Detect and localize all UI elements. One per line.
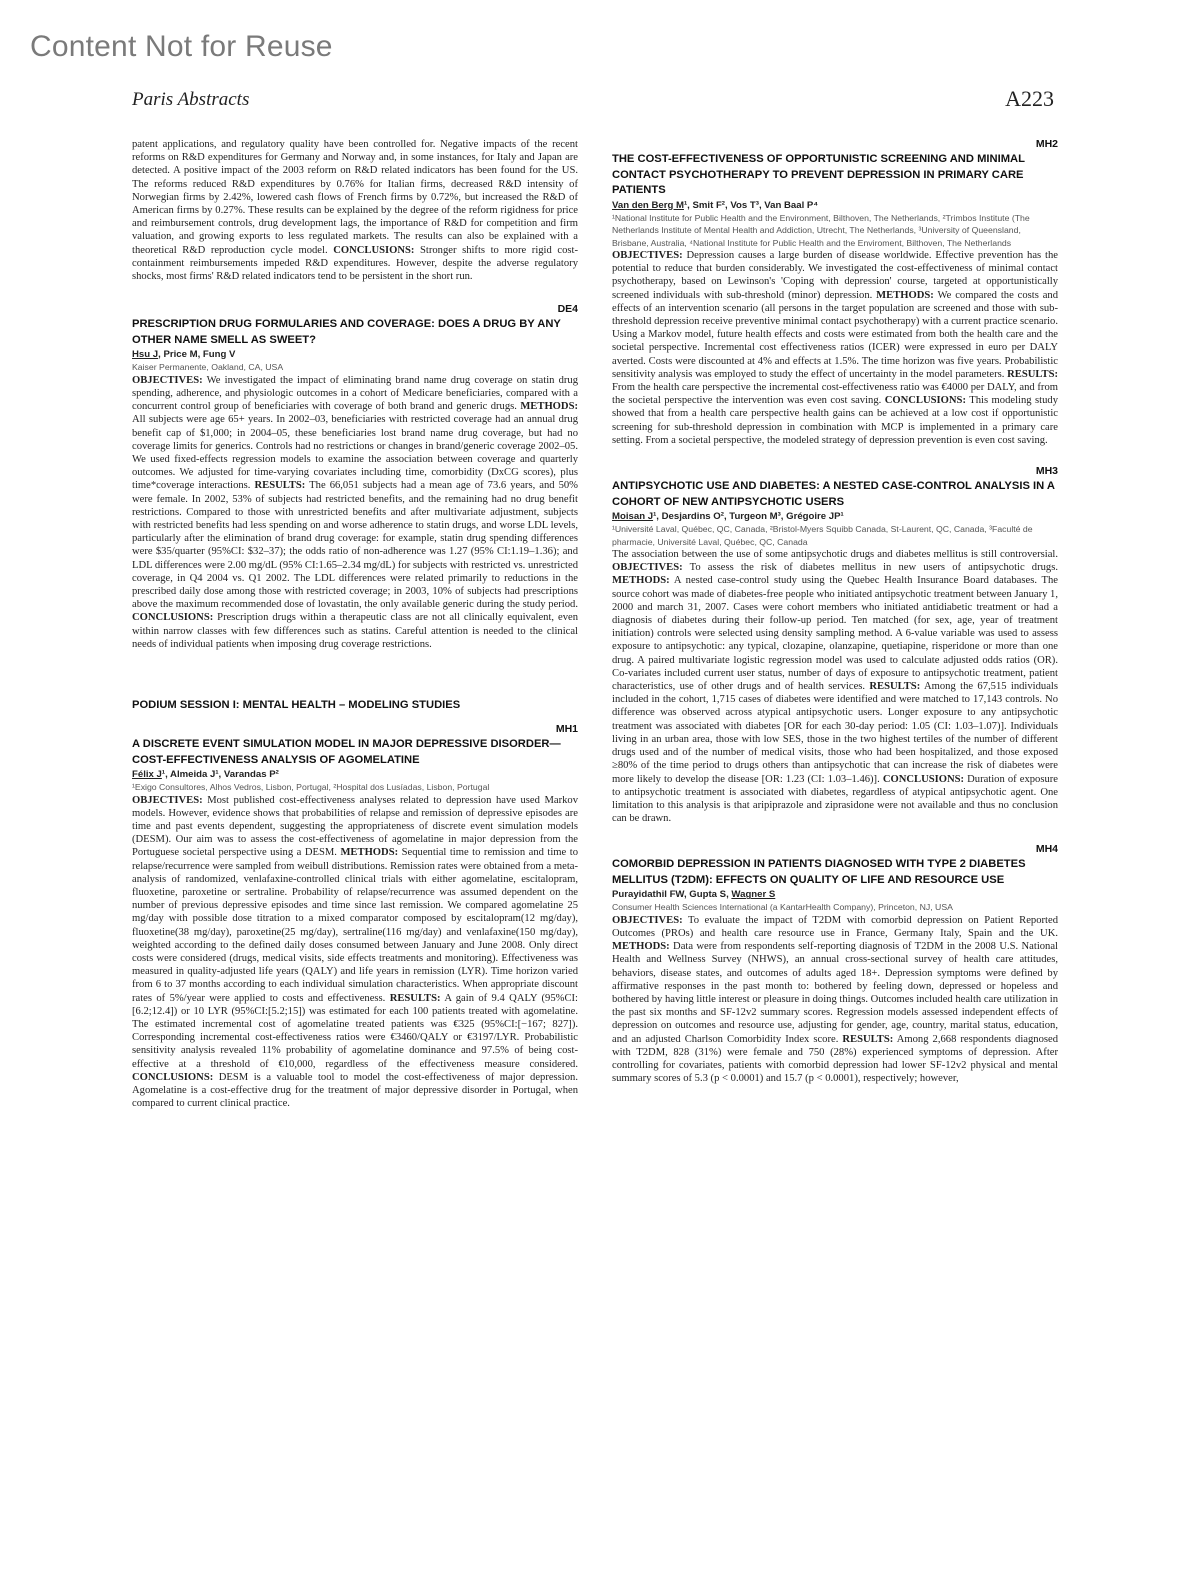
continuation-text: patent applications, and regulatory quality have been controlled for. Negative impacts of the recent reforms on R&D expenditures for Germany and Norway and, in some instances, for Italy and Japan are detected. A positive impact of the 2003 reform on R&D related indicators has been found for the US. The reforms reduced R&D expenditures by 0.76% for Italian firms, decreased R&D intensity of Norwegian firms by 2.42%, lowered cash flows of French firms by 0.72%, but increased the R&D of American firms by 0.27%. These results can be explained by the degree of the reform rigidness for price and reimbursement controls, drug development lags, the importance of R&D for competition and firm valuation, and growing exports to less regulated markets. The results can also be explained with a theoretical R&D reproduction cycle model. CONCLUSIONS: Stronger shifts to more rigid cost-containment reimbursements impeded R&D expenditures. However, despite the adverse regulatory shocks, most firms' R&D related indicators tend to be persistent in the short run. xyxy=(132,139,578,283)
abstract-title-mh2: THE COST-EFFECTIVENESS OF OPPORTUNISTIC SCREENING AND MINIMAL CONTACT PSYCHOTHERAPY TO PREVENT DEPRESSION IN PRIMARY CARE PATIENTS xyxy=(612,153,1025,196)
abstract-authors-mh4: Purayidathil FW, Gupta S, Wagner S xyxy=(612,889,776,901)
abstract-authors-mh2: Van den Berg M¹, Smit F², Vos T³, Van Baal P⁴ xyxy=(612,199,819,211)
abstract-affiliation-mh4: Consumer Health Sciences International (a KantarHealth Company), Princeton, NJ, USA xyxy=(612,902,953,913)
session-heading: PODIUM SESSION I: MENTAL HEALTH – MODELING STUDIES xyxy=(132,699,461,711)
abstract-body-mh1: OBJECTIVES: Most published cost-effectiveness analyses related to depression have used Markov models. However, evidence shows that probabilities of relapse and remission of depressive episodes are time and past events dependent, suggesting the appropriateness of discrete event simulation models (DESM). Our aim was to assess the cost-effectiveness of agomelatine in major depression from the Portuguese societal perspective using a DESM. METHODS: Sequential time to remission and time to relapse/recurrence were sampled from weibull distributions. Remission rates were obtained from a meta-analysis of randomized, venlafaxine-controlled clinical trials with either agomelatine, escitalopram, fluoxetine, paroxetine or sertraline. Probability of relapse/recurrence was assumed dependent on the number of previous depressive episodes and time since last remission. We compared agomelatine 25 mg/day with possible dose titration to a mixed comparator composed by escitalopram(12 mg/day), fluoxetine(38 mg/day), paroxetine(25 mg/day), sertraline(116 mg/day) and venlafaxine(150 mg/day), weighted according to the defined daily doses consumed between January and June 2008. Only direct costs were considered (drugs, medical visits, side effects treatments and monitoring). Effectiveness was measured in quality-adjusted life years (QALY) and life years in remission (LYR). Time horizon varied from 6 to 37 months according to each individual simulation characteristics. When appropriate discount rates of 5%/year were applied to costs and effectiveness. RESULTS: A gain of 9.4 QALY (95%CI:[6.2;12.4]) or 10 LYR (95%CI:[5.2;15]) was estimated for each 100 patients treated with agomelatine. The estimated incremental cost of agomelatine treated patients was €325 (95%CI:[−167; 827]). Corresponding incremental cost-effectiveness ratios were €3460/QALY or €3197/LYR. Probabilistic sensitivity analysis revealed 11% probability of agomelatine dominance and 97.5% of being cost-effective at a threshold of €10,000, regardless of the effectiveness measure considered. CONCLUSIONS: DESM is a valuable tool to model the cost-effectiveness of major depression. Agomelatine is a cost-effective drug for the treatment of major depressive disorder in Portugal, when compared to current clinical practice. xyxy=(132,794,578,1110)
abstract-authors-mh3: Moisan J¹, Desjardins O², Turgeon M³, Grégoire JP¹ xyxy=(612,511,844,523)
abstract-body-mh2: OBJECTIVES: Depression causes a large burden of disease worldwide. Effective prevention has the potential to reduce that burden considerably. We investigated the cost-effectiveness of minimal contact psychotherapy, based on Lewinson's 'Coping with depression' course, targeted at opportunistically screened individuals with sub-threshold (minor) depression. METHODS: We compared the costs and effects of an intervention scenario (all persons in the target population are screened and those with sub-threshold depression receive preventive minimal contact psychotherapy) with a current practice scenario. Using a Markov model, future health effects and costs were estimated from both the health care and the societal perspective. Incremental cost effectiveness ratios (ICER) were expressed in euro per DALY averted. Costs were discounted at 4% and effects at 1.5%. The time horizon was five years. Probabilistic sensitivity analysis was employed to study the effect of uncertainty in the model parameters. RESULTS: From the health care perspective the incremental cost-effectiveness ratio was €4000 per DALY, and from the societal perspective the intervention was even cost saving. CONCLUSIONS: This modeling study showed that from a health care perspective health gains can be achieved at a low cost if opportunistic screening for sub-threshold depression in combination with MCP is implemented in a primary care setting. From a societal perspective, the modeled strategy of depression prevention is even cost saving. xyxy=(612,250,1058,446)
abstract-authors-mh1: Félix J¹, Almeida J¹, Varandas P² xyxy=(132,769,279,780)
abstract-code-mh3: MH3 xyxy=(1035,465,1058,478)
watermark: Content Not for Reuse xyxy=(30,30,333,63)
right-column xyxy=(612,138,1058,1085)
left-column xyxy=(132,138,578,1110)
abstract-affiliation-mh3: ¹Université Laval, Québec, QC, Canada, ²Bristol-Myers Squibb Canada, St-Laurent, QC, Canada, ³Faculté de pharmacie, Université Laval, Québec, QC, Canada xyxy=(612,524,1033,547)
running-head: Paris Abstracts xyxy=(132,89,250,110)
abstract-affiliation-mh2: ¹National Institute for Public Health and the Environment, Bilthoven, The Netherlands, ²Trimbos Institute (The Netherlands Institute of Mental Health and Addiction, Utrecht, The Netherlands, ³University of Queensland, Brisbane, Australia, ⁴National Institute for Public Health and the Enviroment, Bilthoven, The Netherlands xyxy=(612,212,1030,248)
abstract-affiliation-mh1: ¹Exigo Consultores, Alhos Vedros, Lisbon, Portugal, ²Hospital dos Lusíadas, Lisbon, Portugal xyxy=(132,782,490,792)
abstract-body-de4: OBJECTIVES: We investigated the impact of eliminating brand name drug coverage on statin drug spending, adherence, and physiologic outcomes in a cohort of Medicare beneficiaries, compared with a concurrent control group of beneficiaries with coverage of both brand and generic drugs. METHODS: All subjects were age 65+ years. In 2002–03, beneficiaries with restricted coverage had an annual drug benefit cap of $1,000; in 2004–05, these beneficiaries lost brand name drug coverage, but had no coverage limits for generics. Controls had no restrictions or changes in brand/generic coverage 2002–05. We used fixed-effects regression models to examine the association between coverage and quarterly outcomes. We adjusted for time-varying covariates including time, comorbidity (DxCG scores), plus time*coverage interactions. RESULTS: The 66,051 subjects had a mean age of 73.6 years, and 50% were female. In 2002, 53% of subjects had restricted benefits, and the remaining had no drug benefit restrictions. Compared to those with unrestricted benefits and after multivariate adjustment, subjects with restricted benefits had less spending on and worse adherence to statin drugs, and worse LDL levels, particularly after the elimination of brand drug coverage: for example, statin drug spending differences were $35/quarter (95%CI: $32–37); the odds ratio of non-adherence was 1.27 (95% CI:1.19–1.36); and LDL differences were 2.00 mg/dL (95% CI:1.65–2.34 mg/dL) for subjects with restricted vs. unrestricted coverage, in Q4 2004 vs. Q1 2002. The LDL differences were related primarily to reductions in the prescribed daily dose among those with restricted coverage; in 2003, 10% of subjects had prescriptions above the maximum recommended dose of lovastatin, the only available generic during the study period. CONCLUSIONS: Prescription drugs within a therapeutic class are not all clinically equivalent, even within narrow classes with few differences such as statins. Careful attention is needed to the clinical needs of individual patients when imposing drug coverage restrictions. xyxy=(132,374,579,650)
abstract-body-mh3: The association between the use of some antipsychotic drugs and diabetes mellitus is still controversial. OBJECTIVES: To assess the risk of diabetes mellitus in new users of antipsychotic drugs. METHODS: A nested case-control study using the Quebec Health Insurance Board databases. The source cohort was made of diabetes-free people who initiated antipsychotic treatment between January 1, 2000 and march 31, 2007. Cases were cohort members who initiated antidiabetic treatment or had a diagnosis of diabetes during their follow-up period. Ten matched (for sex, age, year of treatment initiation) controls were selected using density sampling method. A 6-value variable was used to assess exposure to antipsychotic: any typical, clozapine, olanzapine, quetiapine, risperidone or more than one drug. A paired multivariate logistic regression model was used to calculate adjusted odds ratios (OR). Co-variates included current user status, number of days of exposure to antipsychotic treatment, patient characteristics, use of other drugs and of health services. RESULTS: Among the 67,515 individuals included in the cohort, 1,715 cases of diabetes were identified and were matched to 17,143 controls. No difference was observed across atypical antipsychotic users. Longer exposure to any antipsychotic treatment was associated with diabetes [OR for each 30-day period: 1.05 (CI: 1.03–1.07)]. Individuals living in an urban area, those with low SES, those in the two highest tertiles of the number of different drugs used and of the number of medical visits, those who had been hospitalized, and those exposed ≥80% of the time period to drugs others than antipsychotic that can increase the risk of diabetes were more likely to develop the disease [OR: 1.23 (CI: 1.03–1.46)]. CONCLUSIONS: Duration of exposure to antipsychotic treatment is associated with diabetes, regardless of atypical antipsychotic agent. One limitation to this analysis is that aripiprazole and ziprasidone were not available and thus no conclusion can be drawn. xyxy=(612,549,1058,825)
presenting-author: Wagner S xyxy=(731,889,776,901)
abstract-title-mh1: A DISCRETE EVENT SIMULATION MODEL IN MAJOR DEPRESSIVE DISORDER—COST-EFFECTIVENESS ANALYSIS OF AGOMELATINE xyxy=(132,738,561,766)
abstract-title-mh3: ANTIPSYCHOTIC USE AND DIABETES: A NESTED CASE-CONTROL ANALYSIS IN A COHORT OF NEW ANTIPSYCHOTIC USERS xyxy=(612,480,1055,508)
abstract-title-de4: PRESCRIPTION DRUG FORMULARIES AND COVERAGE: DOES A DRUG BY ANY OTHER NAME SMELL AS SWEET? xyxy=(132,318,561,346)
abstract-affiliation-de4: Kaiser Permanente, Oakland, CA, USA xyxy=(132,362,284,373)
presenting-author: Hsu J xyxy=(132,349,159,361)
abstract-body-mh4: OBJECTIVES: To evaluate the impact of T2DM with comorbid depression on Patient Reported Outcomes (PROs) and health care resource use in France, Germany Italy, Spain and the UK. METHODS: Data were from respondents self-reporting diagnosis of T2DM in the 2008 U.S. National Health and Wellness Survey (NHWS), an annual cross-sectional survey of health care attitudes, behaviors, disease states, and outcomes of adults aged 18+. Depression symptoms were defined by affirmative responses in the past month to: bothered by feeling down, depressed or hopeless and bothered by having little interest or pleasure in doing things. Outcomes included health care utilization in the past six months and SF-12v2 summary scores. Regression models assessed independent effects of depression on outcomes and resource use, adjusting for gender, age, country, marital status, education, and an adjusted Charlson Comorbidity Index score. RESULTS: Among 2,668 respondents diagnosed with T2DM, 828 (31%) were female and 750 (28%) experienced symptoms of depression. After controlling for covariates, patients with comorbid depression had lower SF-12v2 physical and mental summary scores of 5.3 (p < 0.0001) and 15.7 (p < 0.0001), respectively; however, xyxy=(612,914,1058,1085)
presenting-author: Van den Berg M xyxy=(612,199,684,211)
abstract-code-de4: DE4 xyxy=(557,303,578,316)
presenting-author: Félix J xyxy=(132,769,162,780)
abstract-code-mh4: MH4 xyxy=(1035,843,1058,856)
abstract-authors-de4: Hsu J, Price M, Fung V xyxy=(132,349,236,361)
page-number: A223 xyxy=(1005,86,1054,111)
abstract-title-mh4: COMORBID DEPRESSION IN PATIENTS DIAGNOSED WITH TYPE 2 DIABETES MELLITUS (T2DM): EFFECTS ON QUALITY OF LIFE AND RESOURCE USE xyxy=(612,858,1026,886)
abstract-code-mh1: MH1 xyxy=(555,723,578,735)
abstract-code-mh2: MH2 xyxy=(1035,138,1058,150)
presenting-author: Moisan J xyxy=(612,511,654,523)
